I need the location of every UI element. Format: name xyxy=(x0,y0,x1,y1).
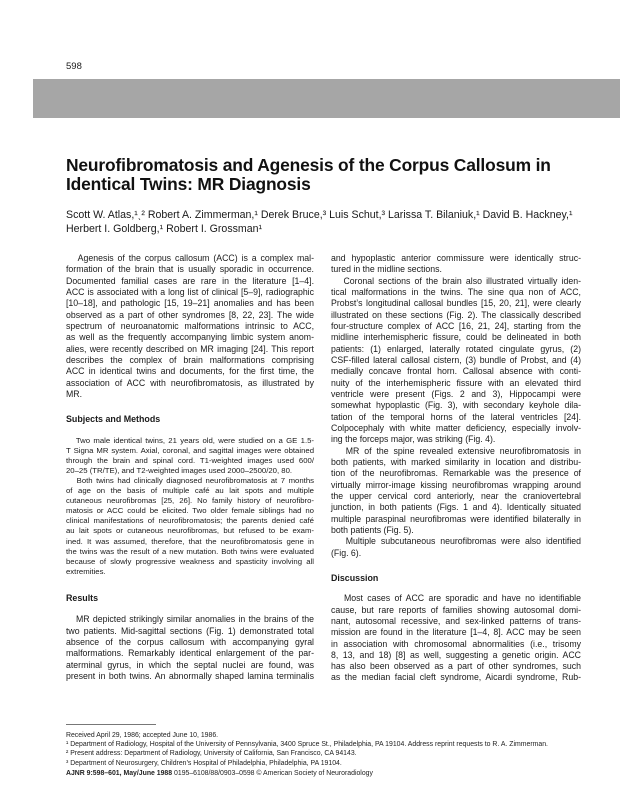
results-paragraph xyxy=(331,276,581,446)
article-title xyxy=(66,156,586,194)
text-line: MR depicted strikingly similar anomalies in the brains of the xyxy=(66,614,314,625)
text-line: association of ACC with neurofibromatosis, as illustrated by xyxy=(66,377,314,388)
text-line: ventricle were present (Figs. 2 and 3), Hippocampi were xyxy=(331,388,581,399)
text-line: Probst’s longitudinal callosal bundles [15, 20, 21], were clearly xyxy=(331,298,581,309)
text-line: au lait spots or cutaneous neurofibromas, but refused to be exam- xyxy=(66,526,314,536)
text-line: in association with chromosomal abnormalities (i.e., trisomy xyxy=(331,638,581,649)
text-line: patients: (1) enlarged, laterally rotated cingulate gyrus, (2) xyxy=(331,343,581,354)
text-line: tion of the neurofibromas. Remarkable was the presence of xyxy=(331,468,581,479)
text-line: MR of the spine revealed extensive neurofibromatosis in xyxy=(331,445,581,456)
text-line: aterminal gyrus, in which the septal nuclei are found, was xyxy=(66,659,314,670)
text-line: has also been observed as a part of other syndromes, such xyxy=(331,661,581,672)
text-line: multiple paraspinal neurofibromas were identified bilaterally in xyxy=(331,513,581,524)
text-line: 8, 13, and 18) [8] as well, suggesting a genetic origin. ACC xyxy=(331,649,581,660)
text-line: Most cases of ACC are sporadic and have no identifiable xyxy=(331,593,581,604)
subjects-methods-heading: Subjects and Methods xyxy=(66,414,161,425)
text-line: observed as a part of other syndromes [8, 22, 23]. The wide xyxy=(66,309,314,320)
subjects-paragraph xyxy=(66,476,314,577)
text-line: tical malformations in the twins. The sine qua non of ACC, xyxy=(331,286,581,297)
text-line: Multiple subcutaneous neurofibromas were also identified xyxy=(331,536,581,547)
text-line: CSF-filled lateral callosal cistern, (3) bundle of Probst, and (4) xyxy=(331,354,581,365)
text-line: because of slowly progressive weakness and spasticity involving all xyxy=(66,556,314,566)
text-line: (Fig. 6). xyxy=(331,547,362,558)
text-line: four-structure complex of ACC [16, 21, 24], starting from the xyxy=(331,320,581,331)
discussion-heading: Discussion xyxy=(331,572,379,583)
text-line: spectrum of neuroanatomic malformations intrinsic to ACC, xyxy=(66,320,314,331)
text-line: two patients. Mid-sagittal sections (Fig. 1) demonstrated total xyxy=(66,625,314,636)
text-line: extremities. xyxy=(66,566,106,576)
text-line: malformations. Remarkably identical enlargement of the par- xyxy=(66,648,314,659)
subjects-paragraph xyxy=(66,436,314,476)
text-line: Both twins had clinically diagnosed neurofibromatosis at 7 months xyxy=(66,475,314,485)
footnote: Received April 29, 1986; accepted June 10, 1986. xyxy=(66,732,219,739)
text-line: somewhat hypoplastic (Fig. 3), with secondary keyhole dila- xyxy=(331,400,581,411)
results-paragraph xyxy=(66,614,314,682)
text-line: Two male identical twins, 21 years old, were studied on a GE 1.5- xyxy=(66,435,314,445)
text-line: midline interhemispheric fissure, could be delineated in both xyxy=(331,332,581,343)
text-line: 20–25 (TR/TE), and T2-weighted images used 2000–2500/20, 80. xyxy=(66,465,293,475)
text-line: alies, were recently described on MR imaging [24]. This report xyxy=(66,343,314,354)
results-paragraph xyxy=(331,253,581,276)
text-line: clinical manifestations of neurofibromatosis; the parents denied café xyxy=(66,516,314,526)
text-line: cutaneous neurofibromas [25, 26]. No family history of neurofibro- xyxy=(66,496,314,506)
left-column xyxy=(66,253,314,682)
footnote: ³ Department of Neurosurgery, Children’s Hospital of Philadelphia, Philadelphia, PA 19104. xyxy=(66,759,342,767)
results-paragraph xyxy=(331,446,581,537)
text-line: present in both twins. An abnormally shaped lamina terminalis xyxy=(66,670,314,681)
text-line: tation of the temporal horns of the lateral ventricles [24]. xyxy=(331,411,581,422)
text-line: medially concave frontal horn. Callosal absence with conti- xyxy=(331,366,581,377)
results-paragraph xyxy=(331,536,581,559)
text-line: Documented familial cases are rare in the literature [1–4]. xyxy=(66,275,314,286)
text-line: Coronal sections of the brain also illustrated virtually iden- xyxy=(331,275,581,286)
text-line: [10–18], and pathologic [15, 19–21] anomalies and has been xyxy=(66,298,314,309)
page-number: 598 xyxy=(66,61,82,72)
journal-citation-rest: 0195–6108/88/0903–0598 © American Society of Neuroradiology xyxy=(172,770,373,777)
author-list xyxy=(66,209,596,236)
text-line: T Signa MR system. Axial, coronal, and sagittal images were obtained xyxy=(66,445,314,455)
text-line: mission are found in the literature [1–4, 8]. ACC may be seen xyxy=(331,627,581,638)
title-line: Neurofibromatosis and Agenesis of the Corpus Callosum in xyxy=(66,155,551,175)
text-line: virtually mirror-image kissing neurofibromas wrapping around xyxy=(331,479,581,490)
text-line: as well as the frequently accompanying limbic system anom- xyxy=(66,332,314,343)
results-heading: Results xyxy=(66,592,99,603)
text-line: describes the complex of brain malformations comprising xyxy=(66,354,314,365)
header-band xyxy=(33,79,620,118)
text-line: the upper cervical cord anteriorly, near the craniovertebral xyxy=(331,490,581,501)
author-line: Scott W. Atlas,¹ˎ² Robert A. Zimmerman,¹ Derek Bruce,³ Luis Schut,³ Larissa T. Bilaniuk,¹ David B. Hackney,¹ xyxy=(66,209,573,221)
text-line: formation of the brain that is usually sporadic in occurrence. xyxy=(66,264,314,275)
author-line: Herbert I. Goldberg,¹ Robert I. Grossman¹ xyxy=(66,222,263,235)
text-line: Agenesis of the corpus callosum (ACC) is a complex mal- xyxy=(66,253,314,263)
text-line: ACC is associated with a long list of clinical [5–9], radiographic xyxy=(66,286,314,297)
intro-paragraph xyxy=(66,253,314,400)
footnote: ² Present address: Department of Radiology, University of California, San Francisco, CA 94143. xyxy=(66,750,357,758)
journal-citation-bold: AJNR 9:598–601, May/June 1988 xyxy=(66,770,173,777)
text-line: of age on the basis of multiple café au lait spots and multiple xyxy=(66,486,314,496)
text-line: nuity of the interhemispheric fissure with an elevated third xyxy=(331,377,581,388)
text-line: matosis or ACC could be elicited. Two older female siblings had no xyxy=(66,506,314,516)
text-line: ined. It was assumed, therefore, that the neurofibromatosis gene in xyxy=(66,536,314,546)
footnotes xyxy=(66,731,586,768)
text-line: illustrated on these sections (Fig. 2). The classically described xyxy=(331,309,581,320)
text-line: cause, but rare reports of families showing autosomal domi- xyxy=(331,604,581,615)
footnote: ¹ Department of Radiology, Hospital of the University of Pennsylvania, 3400 Spruce St., Philadelphia, PA 19104. Address reprint requests to R. A. Zimmerman. xyxy=(66,741,548,749)
text-line: Colpocephaly with white matter deficiency, especially involv- xyxy=(331,422,581,433)
text-line: the twins was the result of a new mutation. Both twins were evaluated xyxy=(66,546,314,556)
discussion-paragraph xyxy=(331,593,581,684)
text-line: as the median facial cleft syndrome, Aicardi syndrome, Rub- xyxy=(331,672,581,683)
journal-citation xyxy=(66,770,373,777)
text-line: tured in the midline sections. xyxy=(331,264,442,275)
footnote-rule xyxy=(66,724,156,725)
text-line: and hypoplastic anterior commissure were identically struc- xyxy=(331,253,581,263)
text-line: MR. xyxy=(66,388,83,399)
text-line: both patients, with marked similarity in location and distribu- xyxy=(331,456,581,467)
text-line: through the brain and spinal cord. T1-weighted images used 600/ xyxy=(66,455,314,465)
right-column xyxy=(331,253,581,684)
text-line: ing the forceps major, was striking (Fig. 4). xyxy=(331,434,496,445)
text-line: both patients (Fig. 5). xyxy=(331,524,414,535)
text-line: ACC in identical twins and documents, for the first time, the xyxy=(66,366,314,377)
text-line: junction, in both patients (Figs. 1 and 4). Identically situated xyxy=(331,502,581,513)
text-line: absence of the corpus callosum with accompanying gyral xyxy=(66,636,314,647)
text-line: nant, autosomal recessive, and sex-linked patterns of trans- xyxy=(331,615,581,626)
title-line: Identical Twins: MR Diagnosis xyxy=(66,174,311,194)
